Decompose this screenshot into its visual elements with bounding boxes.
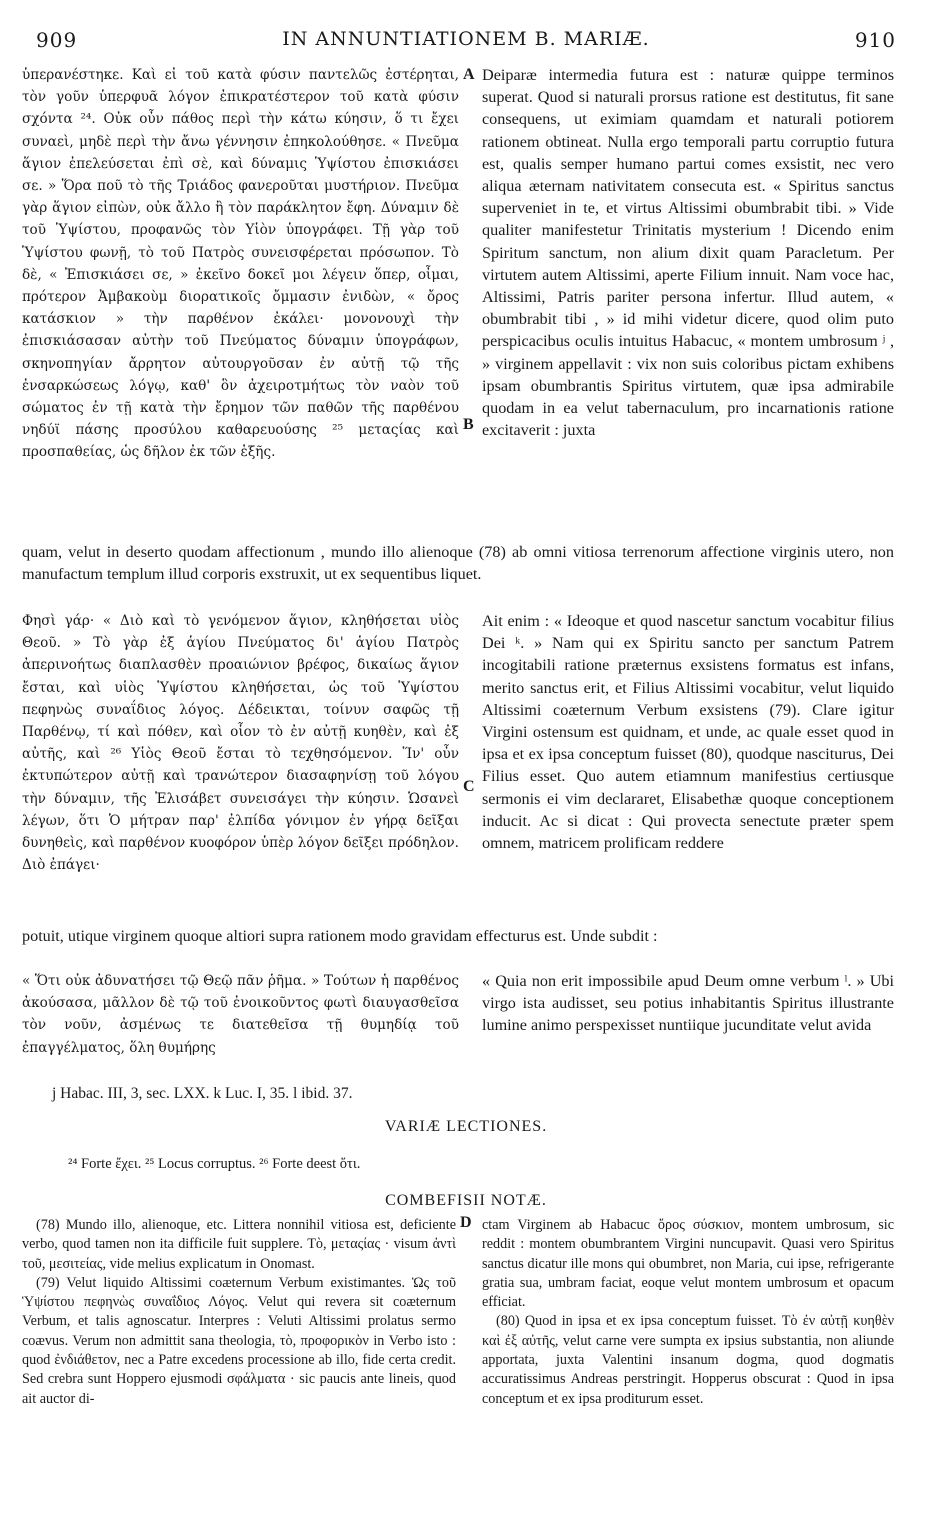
full-width-text-1: quam, velut in deserto quodam affectionum , mundo illo alienoque (78) ab omni vitiosa terrenorum affectione virginis utero, non manufactum templum illud corporis exstruxit, ut ex sequentibus liquet. <box>22 543 894 584</box>
latin-column-2 <box>482 610 894 854</box>
variae-lectiones-title: VARIÆ LECTIONES. <box>384 1118 548 1135</box>
margin-letter-b: B <box>463 416 474 433</box>
greek-column-1 <box>22 64 459 464</box>
full-width-text-2: potuit, utique virginem quoque altiori supra rationem modo gravidam effecturus est. Unde subdit : <box>22 927 658 945</box>
greek-column-2 <box>22 610 459 876</box>
latin-column-1 <box>482 64 894 441</box>
notes-right-column <box>482 1216 894 1409</box>
running-title: IN ANNUNTIATIONEM B. MARIÆ. <box>282 28 650 50</box>
notae-title: COMBEFISII NOTÆ. <box>385 1192 547 1209</box>
variae-lectiones-text: ²⁴ Forte ἔχει. ²⁵ Locus corruptus. ²⁶ Forte deest ὅτι. <box>68 1156 361 1172</box>
full-width-1 <box>22 541 894 585</box>
greek-text-3: « Ὅτι οὐκ ἀδυνατήσει τῷ Θεῷ πᾶν ῥῆμα. » Τούτων ἡ παρθένος ἀκούσασα, μᾶλλον δὲ τῷ τοῦ ἐνοικοῦντος φωτὶ διαυγασθεῖσα τὸν νοῦν, ἀσμένως τε διατεθεῖσα τῇ θυμηδίᾳ τοῦ ἐπαγγέλματος, ὅλη θυμήρης <box>22 973 459 1056</box>
greek-text-2: Φησὶ γάρ· « Διὸ καὶ τὸ γενόμενον ἅγιον, κληθήσεται υἱὸς Θεοῦ. » Τὸ γὰρ ἐξ ἁγίου Πνεύματος δι' ἁγίου Πατρὸς ἀπερινοήτως διαπλασθὲν προαιώνιον βρέφος, δικαίως ἅγιον ἔσται, καὶ υἱὸς Ὑψίστου κληθήσεται, ὡς τοῦ Ὑψίστου πεφηνὼς συναΐδιος λόγος. Δέδεικται, τοίνυν σαφῶς τῇ Παρθένῳ, τί καὶ πόθεν, καὶ οἷον τὸ ἐν αὐτῇ κυηθὲν, καὶ ἐξ αὐτῆς, καὶ ²⁶ Υἱὸς Θεοῦ ἔσται τὸ τεχθησόμενον. Ἵν' οὖν ἐκτυπώτερον αὐτῇ καὶ τρανώτερον διασαφηνίσῃ τοῦ λόγου τὴν δύναμιν, τῆς Ἐλισάβετ συνεισάγει τὴν κύησιν. Ὡσανεὶ λέγων, ὅτι Ὁ μήτραν παρ' ἐλπίδα γόνιμον ἐν γήρᾳ δεῖξαι δυνηθεὶς, καὶ παρθένον κυοφόρον ὑπὲρ λόγον δεῖξει πρόδηλον. Διὸ ἐπάγει· <box>22 613 459 874</box>
note-80: (80) Quod in ipsa et ex ipsa conceptum fuisset. Τὸ ἐν αὐτῇ κυηθὲν καὶ ἐξ αὐτῆς, velut carne vere sumpta ex ipsius substantia, non aliunde apportata, juxta Valentini insanum dogma, quod dogmatis accuratissimus Andreas perstringit. Hopperus obscurat : Quod in ipsa conceptum et ex ipsa proditurum esset. <box>482 1313 894 1407</box>
margin-letter-c: C <box>463 778 475 795</box>
scripture-references: j Habac. III, 3, sec. LXX. k Luc. I, 35. l ibid. 37. <box>52 1085 353 1102</box>
note-78-continued: ctam Virginem ab Habacuc ὄρος σύσκιον, montem umbrosum, sic reddit : montem obumbrantem Virgini nuncupavit. Quasi vero Spiritus sanctus dicatur ille mons qui obumbret, non Maria, cui ipse, refrigerante gratia sua, umbram faciat, eoque velut montem umbrosum et opacum efficiat. <box>482 1217 894 1311</box>
running-header <box>36 28 896 54</box>
latin-text-2: Ait enim : « Ideoque et quod nascetur sanctum vocabitur filius Dei ᵏ. » Nam qui ex Spiritu sancto per sanctum Patrem incogitabili ratione præternus exsistens formatus est infans, merito sanctus erit, et Filius Altissimi vocabitur, velut liquido Altissimi coæternum Verbum exsistens (79). Clare igitur Virgini ostensum est quidnam, et unde, ac quale esset quod in ipsa et ex ipsa conceptum fuisset (80), quodque nasciturus, Dei Filius esset. Quo autem etiamnum manifestius certiusque sermonis ei vim declararet, Elisabethæ quoque conceptionem inducit. Ac si dicat : Qui provecta senectute præter spem omnem, matricem prolificam reddere <box>482 612 894 853</box>
notes-left-column <box>22 1216 456 1409</box>
latin-text-3: « Quia non erit impossibile apud Deum omne verbum ˡ. » Ubi virgo ista audisset, seu potius inhabitantis Spiritus illustrante lumine animo perspexisset nuntiique jucunditate velut avida <box>482 972 894 1035</box>
latin-column-3 <box>482 970 894 1037</box>
greek-text-1: ὑπερανέστηκε. Καὶ εἰ τοῦ κατὰ φύσιν παντελῶς ἐστέρηται, τὸν γοῦν ὑπερφυᾶ λόγον ἐπικρατέστερον τοῦ κατὰ φύσιν σχόντα ²⁴. Οὐκ οὖν πάθος περὶ τὴν κάτω κύησιν, ὅ τι ἔχει συναεὶ, μηδὲ περὶ τὴν ἄνω γέννησιν ἐπηκολούθησε. « Πνεῦμα ἅγιον ἐπελεύσεται ἐπὶ σὲ, καὶ δύναμις Ὑψίστου ἐπισκιάσει σε. » Ὅρα ποῦ τὸ τῆς Τριάδος φανεροῦται μυστήριον. Πνεῦμα γὰρ ἅγιον εἰπὼν, οὐκ ἄλλο ἢ τὸν παράκλητον ἔφη. Δύναμιν δὲ τοῦ Ὑψίστου, προφανῶς τὸν Υἱὸν ὑπογράφει. Τῇ γὰρ τοῦ Ὑψίστου φωνῇ, τὸ τοῦ Πατρὸς συνεισφέρεται πρόσωπον. Τὸ δὲ, « Ἐπισκιάσει σε, » ἐκεῖνο δοκεῖ μοι λέγειν ὅπερ, οἶμαι, πρότερον Ἀμβακοὺμ διορατικοῖς ὄμμασιν ἐνιδὼν, « ὄρος κατάσκιον » τὴν παρθένον ἐκάλει· μονονουχὶ τὴν ἐπισκιάσασαν αὐτὴν τοῦ Πνεύματος δύναμιν ὑπογράφων, σκηνοπηγίαν ἄρρητον αὐτουργοῦσαν ἐν αὐτῇ τῷ τῆς ἐνσαρκώσεως λόγῳ, καθ' ὃν ἀχειροτμήτως τὸν ναὸν τοῦ σώματος ἐν τῇ κατὰ τὴν ἔρημον τῶν παθῶν τῆς παρθένου νηδύϊ πάσης προσύλου καθαρευούσης ²⁵ μεταςίας καὶ προσπαθείας, ὡς δῆλον ἐκ τῶν ἑξῆς. <box>22 67 459 461</box>
left-page-number: 909 <box>36 28 78 52</box>
full-width-2 <box>22 925 894 947</box>
margin-letter-d: D <box>460 1214 472 1231</box>
greek-column-3 <box>22 970 459 1059</box>
note-78: (78) Mundo illo, alienoque, etc. Littera nonnihil vitiosa est, deficiente verbo, quod tamen non ita difficile fuit supplere. Τὸ, μεταςίας · visum ἀντὶ τοῦ, μεσιτείας, vide melius explicatum in Onomast. <box>22 1217 456 1272</box>
note-79: (79) Velut liquido Altissimi coæternum Verbum existimantes. Ὡς τοῦ Ὑψίστου πεφηνὼς συναΐδιος Λόγος. Velut qui revera sit coæternum Verbum, et talis agnoscatur. Interpres : Veluti Altissimi prolatus sermo coævus. Verum non admittit sana theologia, τὸ, προφορικὸν in Verbo isto : quod ἐνδιάθετον, nec a Patre excedens processione ab illo, fide certa credit. Sed crebra sunt Hoppero ejusmodi σφάλματα · sic paucis ante lineis, quod ait auctor di- <box>22 1274 456 1407</box>
latin-text-1: Deiparæ intermedia futura est : naturæ quippe terminos superat. Quod si naturali prorsus ratione est destitutus, fit sane consequens, ut eximiam quamdam et naturali potiorem rationem obtineat. Nulla ergo temporali partu corruptio futura est, qualis semper humano partui comes exsistit, nec vero aliqua æternam nativitatem consecuta est. « Spiritus sanctus superveniet in te, et virtus Altissimi obumbrabit tibi. » Vide qualiter manifestetur Trinitatis mysterium ! Dicendo enim Spiritum sanctum, non alium dixit quam Paracletum. Per virtutem autem Altissimi, aperte Filium innuit. Nam voce hac, Altissimi, Patris pariter persona infertur. Illud autem, « obumbrabit tibi , » id mihi videtur dicere, quod olim puto perspicacibus oculis intuitus Habacuc, « montem umbrosum ʲ , » virginem appellavit : vix non suis coloribus pictam exhibens ipsam obumbrantis Spiritus virtutem, quæ ipsa admirabile quodam in ea velut tabernaculum, pro incarnationis ratione excitaverit : juxta <box>482 66 894 440</box>
margin-letter-a: A <box>463 66 475 83</box>
right-page-number: 910 <box>854 28 896 52</box>
